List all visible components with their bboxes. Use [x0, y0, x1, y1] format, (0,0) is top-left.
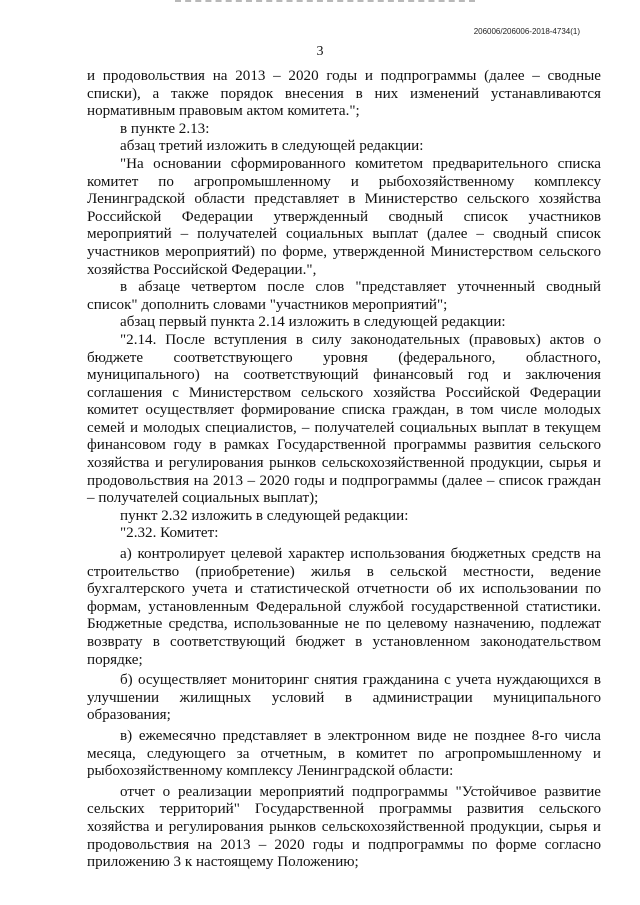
- paragraph-fourth-abzats: в абзаце четвертом после слов "представляет уточненный сводный список" дополнить словами "участников мероприятий";: [87, 279, 601, 313]
- paragraph-clause-2-14: "2.14. После вступления в силу законодательных (правовых) актов о бюджете соответствующего уровня (федерального, областного, муниципального) на соответствующий финансовый год и заключения соглашения с Министерством сельского хозяйства Российской Федерации комитет осуществляет формирование списка граждан, в том числе молодых семей и молодых специалистов, – получателей социальных выплат в текущем финансовом году в рамках Государственной программы развития сельского хозяйства и регулирования рынков сельскохозяйственной продукции, сырья и продовольствия на 2013 – 2020 годы и подпрограммы (далее – список граждан – получателей социальных выплат);: [87, 331, 601, 507]
- paragraph-report: отчет о реализации мероприятий подпрограммы "Устойчивое развитие сельских территорий" Государственной программы развития сельского хозяйства и регулирования рынков сельскохозяйственной продукции, сырья и продовольствия на 2013 – 2020 годы и подпрограммы по форме согласно приложению 3 к настоящему Положению;: [87, 783, 601, 871]
- paragraph-item-v: в) ежемесячно представляет в электронном виде не позднее 8-го числа месяца, следующего за отчетным, в комитет по агропромышленному и рыбохозяйственному комплексу Ленинградской области:: [87, 727, 601, 780]
- paragraph-clause-2-13: в пункте 2.13:: [120, 120, 210, 137]
- paragraph-committee: "2.32. Комитет:: [120, 525, 219, 542]
- paragraph-continuation: и продовольствия на 2013 – 2020 годы и подпрограммы (далее – сводные списки), а также порядок внесения в них изменений устанавливаются нормативным правовым актом комитета.";: [87, 68, 601, 120]
- document-id: 206006/206006-2018-4734(1): [473, 27, 580, 36]
- document-body: [87, 68, 601, 872]
- paragraph-third-abzats: абзац третий изложить в следующей редакции:: [120, 138, 424, 155]
- paragraph-clause-2-14-intro: абзац первый пункта 2.14 изложить в следующей редакции:: [120, 314, 506, 331]
- paragraph-clause-2-32-intro: пункт 2.32 изложить в следующей редакции:: [120, 507, 409, 524]
- paragraph-quote-list: "На основании сформированного комитетом предварительного списка комитет по агропромышленному и рыбохозяйственному комплексу Ленинградской области представляет в Министерство сельского хозяйства Российской Федерации утвержденный сводный список участников мероприятий – получателей социальных выплат (далее – сводный список участников мероприятий) по форме, утвержденной Министерством сельского хозяйства Российской Федерации.",: [87, 155, 601, 278]
- paragraph-item-b: б) осуществляет мониторинг снятия гражданина с учета нуждающихся в улучшении жилищных условий в администрации муниципального образования;: [87, 672, 601, 724]
- page-number: 3: [316, 44, 324, 59]
- paragraph-item-a: а) контролирует целевой характер использования бюджетных средств на строительство (приобретение) жилья в сельской местности, ведение бухгалтерского учета и статистической отчетности об их использовании по формам, установленным Федеральной службой государственной статистики. Бюджетные средства, использованные не по целевому назначению, подлежат возврату в соответствующий бюджет в установленном законодательством порядке;: [87, 546, 601, 668]
- scan-artifact: [175, 0, 475, 6]
